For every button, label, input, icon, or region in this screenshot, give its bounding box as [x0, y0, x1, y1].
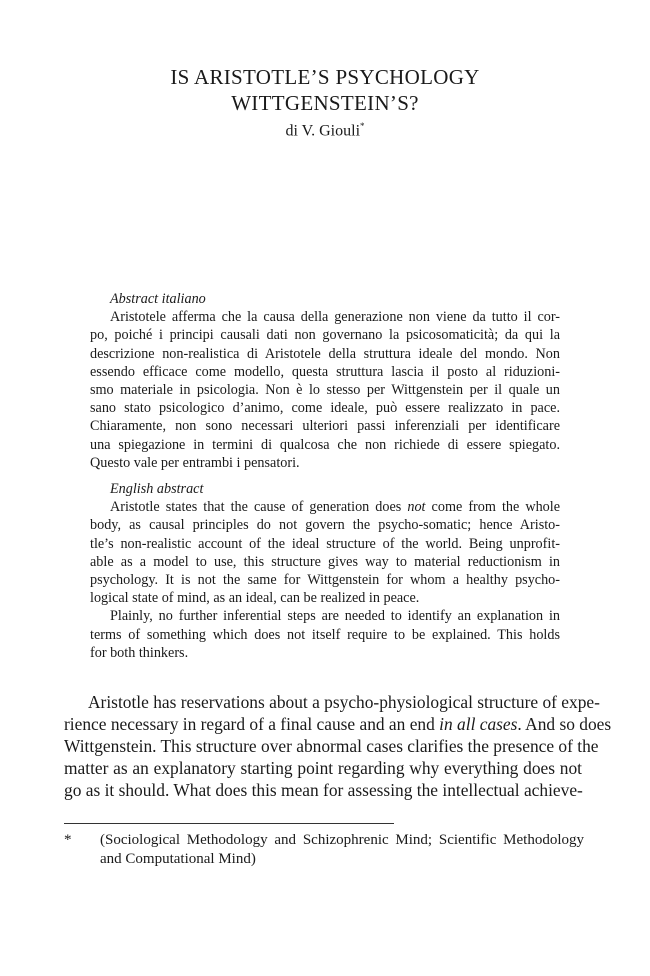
abstract-italian-line: po, poiché i principi causali dati non governano la psicosomaticità; da qui la — [90, 327, 560, 344]
footnote-line: (Sociological Methodology and Schizophrenic Mind; Scientific Methodology — [100, 832, 584, 848]
abstract-english-emphasis: not — [407, 499, 426, 516]
footnote-mark: * — [64, 832, 72, 848]
abstract-english-line: terms of something which does not itself require to be explained. This holds — [90, 626, 560, 643]
body-text-segment: . And so does — [517, 714, 612, 734]
body-line: Wittgenstein. This structure over abnormal cases clarifies the presence of the — [64, 736, 599, 756]
abstract-english-line: body, as causal principles do not govern the psycho-somatic; hence Aristo- — [90, 517, 560, 534]
abstract-italian-line: essendo efficace come modello, questa struttura lascia il posto al riduzioni- — [90, 363, 560, 380]
title-line-1: IS ARISTOTLE’S PSYCHOLOGY — [170, 65, 480, 89]
footnote-line: and Computational Mind) — [100, 851, 256, 867]
abstract-italian-label: Abstract italiano — [110, 291, 206, 307]
body-line: go as it should. What does this mean for assessing the intellectual achieve- — [64, 780, 583, 800]
footnote-text — [100, 831, 584, 869]
body-text — [64, 691, 612, 801]
body-line — [64, 713, 612, 735]
title-line-2: WITTGENSTEIN’S? — [231, 91, 419, 115]
abstract-english-line: able as a model to use, this structure gives way to material reductionism in — [90, 553, 560, 570]
body-text-segment: rience necessary in regard of a final cause and an end — [64, 714, 435, 734]
abstract-italian-line: sano stato psicologico d’animo, come ideale, può essere realizzato in pace. — [90, 400, 560, 417]
footnote-rule — [64, 823, 394, 824]
abstract-english-line: for both thinkers. — [90, 644, 189, 661]
abstract-english-line: tle’s non-realistic account of the ideal structure of the world. Being unprofit- — [90, 535, 560, 552]
abstract-italian-line: una spiegazione in termini di qualcosa che non richiede di essere spiegato. — [90, 436, 560, 453]
body-line: matter as an explanatory starting point regarding why everything does not — [64, 758, 582, 778]
abstract-english-line: logical state of mind, as an ideal, can be realized in peace. — [90, 590, 420, 607]
author-name: di V. Giouli — [285, 122, 361, 140]
author-footnote-mark: * — [360, 121, 365, 131]
abstract-english-line — [90, 498, 560, 516]
abstract-italian-line: smo materiale in psicologia. Non è lo stesso per Wittgenstein per il quale un — [90, 382, 560, 399]
body-emphasis: in all cases — [439, 714, 518, 734]
author-line — [0, 116, 650, 141]
abstract-english-text: Aristotle states that the cause of generation does — [110, 499, 402, 516]
body-line: Aristotle has reservations about a psycho-physiological structure of expe- — [88, 692, 600, 712]
abstract-english-label: English abstract — [110, 481, 204, 497]
abstract-italian-line: Chiaramente, non sono necessari ulteriori passi inferenziali per identificare — [90, 418, 560, 435]
abstract-english-line: Plainly, no further inferential steps are needed to identify an explanation in — [110, 608, 560, 625]
abstract-italian — [90, 290, 560, 472]
abstract-italian-line: Aristotele afferma che la causa della generazione non viene da tutto il cor- — [110, 309, 560, 326]
abstract-english — [90, 480, 560, 662]
abstract-english-line: psychology. It is not the same for Wittgenstein for whom a healthy psycho- — [90, 572, 560, 589]
abstract-italian-line: descrizione non-realistica di Aristotele della struttura ideale del mondo. Non — [90, 345, 560, 362]
abstract-english-text: come from the whole — [431, 499, 560, 516]
abstract-italian-line: Questo vale per entrambi i pensatori. — [90, 454, 300, 471]
